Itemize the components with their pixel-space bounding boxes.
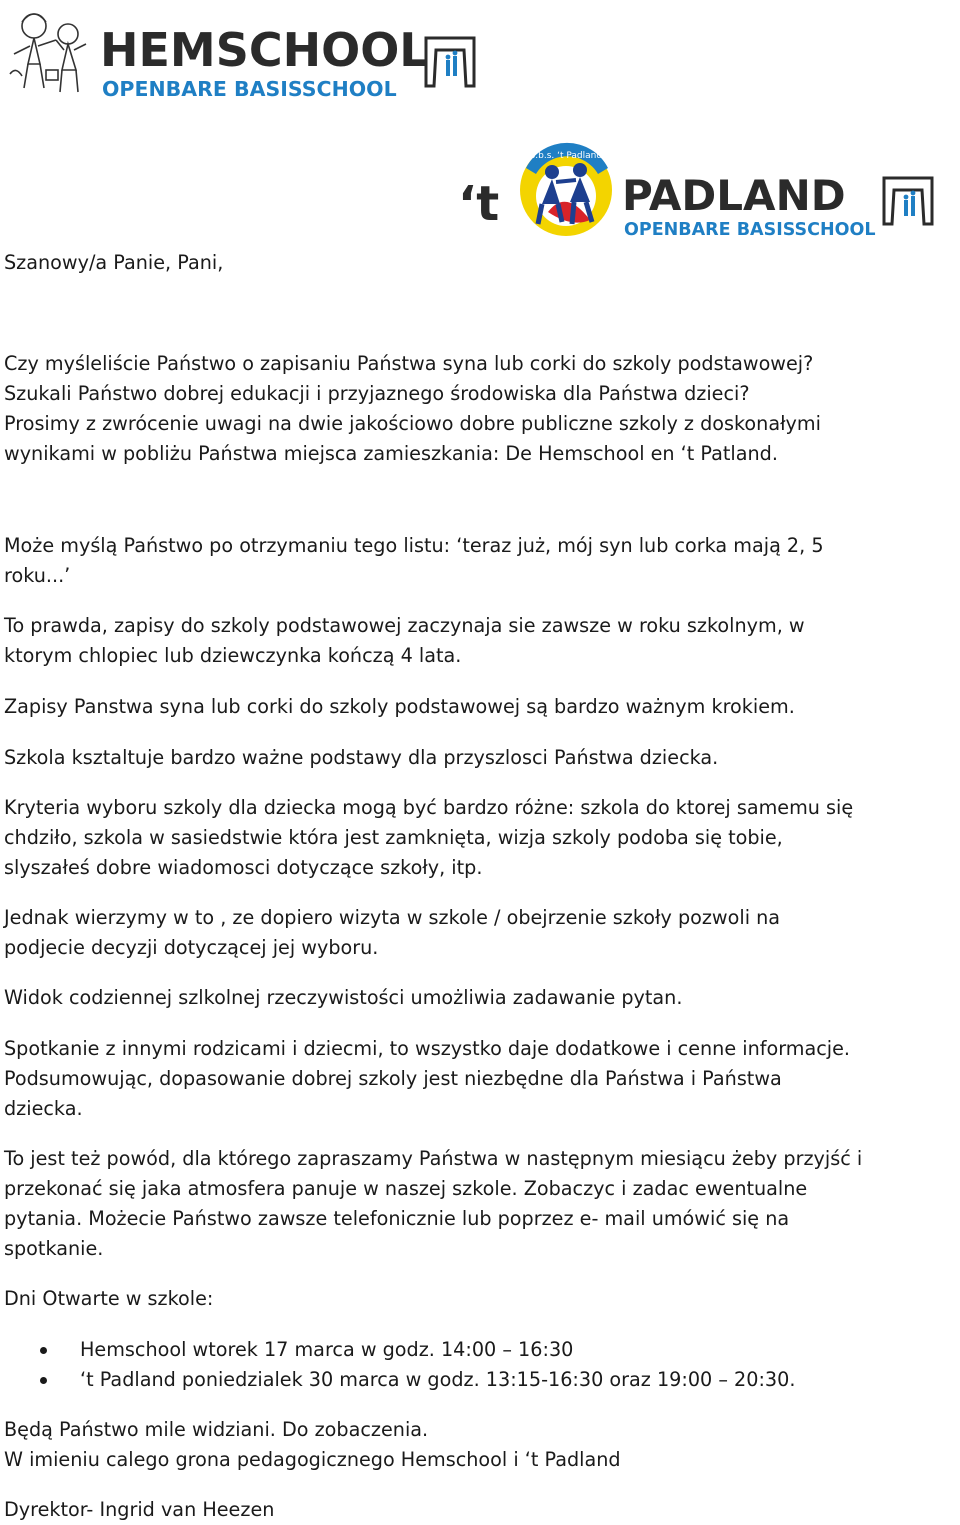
text-line: przekonać się jaka atmosfera panuje w naszej szkole. Zobaczyc i zadac ewentualne bbox=[4, 1177, 808, 1200]
text-line: Spotkanie z innymi rodzicami i dziecmi, to wszystko daje dodatkowe i cenne informacje. bbox=[4, 1037, 851, 1060]
paragraph-criteria bbox=[4, 793, 960, 883]
text-line: Podsumowując, dopasowanie dobrej szkoly jest niezbędne dla Państwa i Państwa bbox=[4, 1067, 782, 1090]
text-line: slyszałeś dobre wiadomosci dotyczące szkoły, itp. bbox=[4, 856, 483, 879]
hemschool-wordmark: HEMSCHOOL bbox=[100, 23, 429, 77]
paragraph-important-step: Zapisy Panstwa syna lub corki do szkoly podstawowej są bardzo ważnym krokiem. bbox=[4, 695, 795, 718]
text-line: spotkanie. bbox=[4, 1237, 104, 1260]
text-line: pytania. Możecie Państwo zawsze telefonicznie lub poprzez e- mail umówić się na bbox=[4, 1207, 790, 1230]
hemschool-subtitle: OPENBARE BASISSCHOOL bbox=[102, 77, 397, 101]
hemschool-logo bbox=[6, 4, 476, 104]
paragraph-enrollment bbox=[4, 611, 960, 671]
paragraph-age bbox=[4, 531, 960, 591]
open-days-title: Dni Otwarte w szkole: bbox=[4, 1287, 214, 1310]
text-line: Będą Państwo mile widziani. Do zobaczenia. bbox=[4, 1418, 429, 1441]
text-line: To jest też powód, dla którego zapraszamy Państwa w następnym miesiącu żeby przyjść i bbox=[4, 1147, 863, 1170]
gate-icon bbox=[426, 38, 474, 86]
text-line: podjecie decyzji dotyczącej jej wyboru. bbox=[4, 936, 379, 959]
padland-wordmark: PADLAND bbox=[622, 171, 846, 220]
padland-prefix: ‘t bbox=[458, 176, 500, 232]
paragraph-question-school bbox=[4, 349, 960, 469]
signature: Dyrektor- Ingrid van Heezen bbox=[4, 1498, 275, 1521]
paragraph-invitation bbox=[4, 1144, 960, 1264]
text-line: Prosimy z zwrócenie uwagi na dwie jakościowo dobre publiczne szkoly z doskonałymi bbox=[4, 412, 821, 435]
padland-logo bbox=[452, 138, 952, 242]
text-line: wynikami w pobliżu Państwa miejsca zamieszkania: De Hemschool en ‘t Patland. bbox=[4, 442, 778, 465]
list-item: Hemschool wtorek 17 marca w godz. 14:00 – 16:30 bbox=[0, 1335, 795, 1365]
text-line: chdziło, szkola w sasiedstwie która jest zamknięta, wizja szkoly podoba się tobie, bbox=[4, 826, 783, 849]
text-line: Może myślą Państwo po otrzymaniu tego listu: ‘teraz już, mój syn lub corka mają 2, 5 bbox=[4, 534, 824, 557]
paragraph-daily-reality: Widok codziennej szlkolnej rzeczywistości umożliwia zadawanie pytan. bbox=[4, 986, 683, 1009]
padland-badge-text: o.b.s. ‘t Padland bbox=[529, 151, 603, 161]
children-drawing-icon bbox=[10, 14, 86, 92]
greeting: Szanowy/a Panie, Pani, bbox=[4, 251, 224, 274]
text-line: Jednak wierzymy w to , ze dopiero wizyta w szkole / obejrzenie szkoły pozwoli na bbox=[4, 906, 781, 929]
text-line: W imieniu calego grona pedagogicznego Hemschool i ‘t Padland bbox=[4, 1448, 621, 1471]
paragraph-meeting-parents bbox=[4, 1034, 960, 1124]
text-line: dziecka. bbox=[4, 1097, 83, 1120]
closing bbox=[4, 1415, 960, 1475]
open-days-list bbox=[0, 1335, 795, 1395]
text-line: roku...’ bbox=[4, 564, 71, 587]
text-line: Szukali Państwo dobrej edukacji i przyjaznego środowiska dla Państwa dzieci? bbox=[4, 382, 750, 405]
list-item: ‘t Padland poniedzialek 30 marca w godz. 13:15-16:30 oraz 19:00 – 20:30. bbox=[0, 1365, 795, 1395]
gate-icon bbox=[884, 178, 932, 224]
text-line: Kryteria wyboru szkoly dla dziecka mogą być bardzo różne: szkola do ktorej samemu się bbox=[4, 796, 854, 819]
padland-subtitle: OPENBARE BASISSCHOOL bbox=[624, 220, 876, 240]
text-line: Czy myśleliście Państwo o zapisaniu Państwa syna lub corki do szkoly podstawowej? bbox=[4, 352, 814, 375]
text-line: ktorym chlopiec lub dziewczynka kończą 4 lata. bbox=[4, 644, 462, 667]
paragraph-visit bbox=[4, 903, 960, 963]
paragraph-foundations: Szkola ksztaltuje bardzo ważne podstawy dla przyszlosci Państwa dziecka. bbox=[4, 746, 719, 769]
text-line: To prawda, zapisy do szkoly podstawowej zaczynaja sie zawsze w roku szkolnym, w bbox=[4, 614, 805, 637]
